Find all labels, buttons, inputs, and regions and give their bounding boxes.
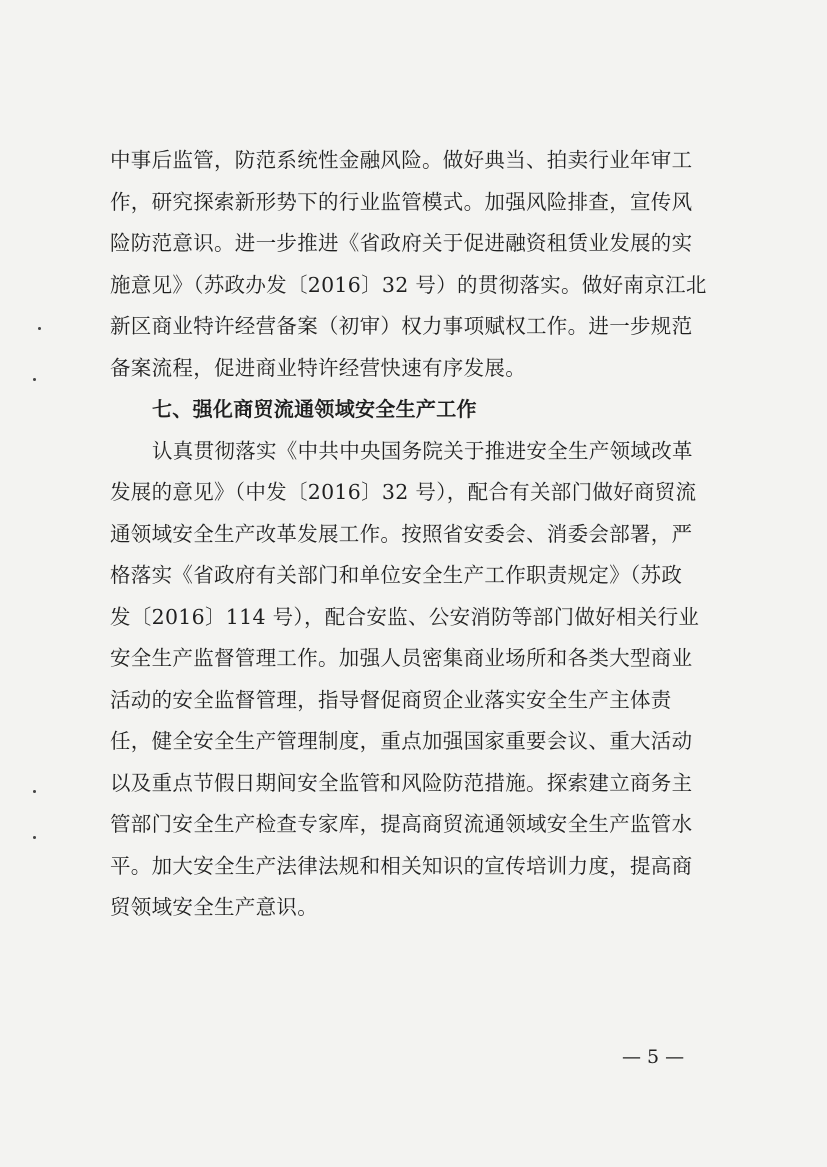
paragraph-line: 作，研究探索新形势下的行业监管模式。加强风险排查，宣传风 — [110, 189, 693, 214]
paragraph-line: 中事后监管，防范系统性金融风险。做好典当、拍卖行业年审工 — [110, 148, 693, 172]
scan-speck — [33, 836, 36, 839]
scan-speck — [33, 378, 36, 381]
paragraph-line: 贸领域安全生产意识。 — [110, 895, 318, 919]
paragraph-line: 通领域安全生产改革发展工作。按照省安委会、消委会部署，严 — [110, 521, 693, 546]
paragraph-line: 备案流程，促进商业特许经营快速有序发展。 — [110, 355, 526, 380]
section-heading: 七、强化商贸流通领域安全生产工作 — [152, 397, 477, 421]
paragraph-line: 平。加大安全生产法律法规和相关知识的宣传培训力度，提高商 — [110, 853, 693, 878]
scan-speck — [38, 327, 41, 330]
paragraph-line: 认真贯彻落实《中共中央国务院关于推进安全生产领域改革 — [152, 438, 693, 463]
paragraph-line: 发展的意见》（中发〔2016〕32 号），配合有关部门做好商贸流 — [110, 480, 697, 504]
paragraph-line: 格落实《省政府有关部门和单位安全生产工作职责规定》（苏政 — [110, 563, 683, 587]
paragraph-line: 任，健全安全生产管理制度，重点加强国家重要会议、重大活动 — [110, 729, 693, 753]
paragraph-line: 新区商业特许经营备案（初审）权力事项赋权工作。进一步规范 — [110, 314, 693, 338]
paragraph-line: 施意见》（苏政办发〔2016〕32 号）的贯彻落实。做好南京江北 — [110, 272, 707, 297]
paragraph-line: 险防范意识。进一步推进《省政府关于促进融资租赁业发展的实 — [110, 231, 693, 255]
paragraph-line: 以及重点节假日期间安全监管和风险防范措施。探索建立商务主 — [110, 770, 693, 795]
paragraph-line: 管部门安全生产检查专家库，提高商贸流通领域安全生产监管水 — [110, 812, 693, 836]
paragraph-line: 安全生产监督管理工作。加强人员密集商业场所和各类大型商业 — [110, 646, 693, 670]
paragraph-line: 活动的安全监督管理，指导督促商贸企业落实安全生产主体责 — [110, 687, 672, 712]
page-number: — 5 — — [622, 1046, 685, 1068]
scan-speck — [33, 790, 36, 793]
paragraph-line: 发〔2016〕114 号），配合安监、公安消防等部门做好相关行业 — [110, 604, 700, 629]
body-text — [110, 140, 730, 929]
